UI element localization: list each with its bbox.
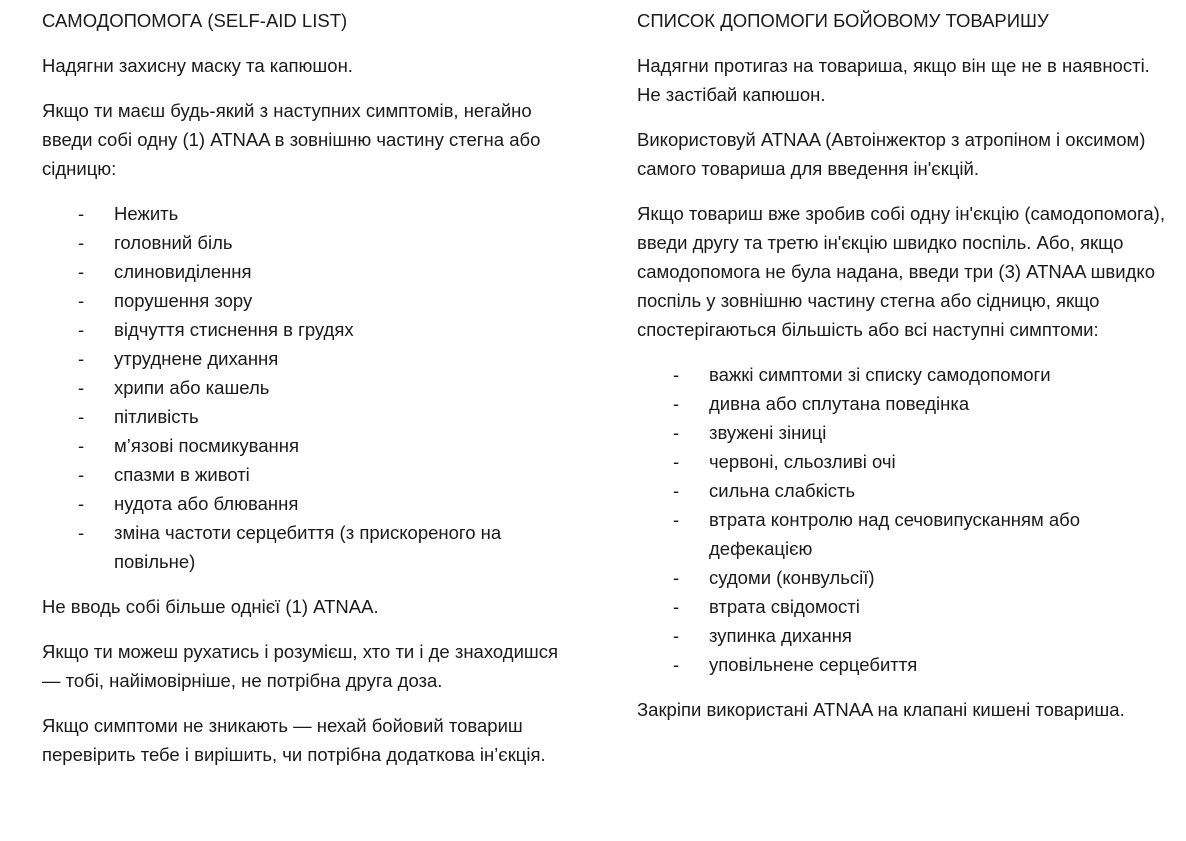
buddy-aid-paragraph-secure: Закріпи використані ATNAA на клапані кишені товариша.	[637, 699, 1125, 720]
self-aid-symptom-list	[42, 199, 577, 576]
list-marker: -	[78, 493, 85, 514]
list-marker: -	[78, 406, 85, 427]
list-marker: -	[78, 435, 85, 456]
list-item: - слиновиділення	[42, 257, 577, 286]
list-marker: -	[78, 261, 85, 282]
list-item: - червоні, сльозливі очі	[637, 447, 1167, 476]
list-item: - відчуття стиснення в грудях	[42, 315, 577, 344]
buddy-aid-symptom-list	[637, 360, 1167, 679]
list-marker: -	[673, 480, 680, 501]
list-marker: -	[78, 377, 85, 398]
list-marker: -	[78, 522, 85, 543]
self-aid-paragraph-symptoms-intro: Якщо ти маєш будь-який з наступних симптомів, негайно введи собі одну (1) ATNAA в зовнішню частину стегна або сідницю:	[42, 100, 541, 179]
list-item: - пітливість	[42, 402, 577, 431]
list-marker: -	[78, 203, 85, 224]
buddy-aid-paragraph-atnaa: Використовуй ATNAA (Автоінжектор з атропіном і оксимом) самого товариша для введення ін'єкцій.	[637, 129, 1146, 179]
buddy-aid-paragraph-mask: Надягни протигаз на товариша, якщо він ще не в наявності. Не застібай капюшон.	[637, 55, 1150, 105]
list-marker: -	[673, 451, 680, 472]
list-marker: -	[78, 319, 85, 340]
list-item: - м’язові посмикування	[42, 431, 577, 460]
self-aid-paragraph-second-dose: Якщо ти можеш рухатись і розумієш, хто ти і де знаходишся — тобі, найімовірніше, не потрібна друга доза.	[42, 641, 559, 691]
list-item: - зміна частоти серцебиття (з прискореного на повільне)	[42, 518, 577, 576]
list-marker: -	[78, 290, 85, 311]
list-item: - хрипи або кашель	[42, 373, 577, 402]
list-item: - порушення зору	[42, 286, 577, 315]
list-item: - судоми (конвульсії)	[637, 563, 1167, 592]
list-item: - уповільнене серцебиття	[637, 650, 1167, 679]
list-marker: -	[78, 232, 85, 253]
list-item: - втрата свідомості	[637, 592, 1167, 621]
list-item: - утруднене дихання	[42, 344, 577, 373]
buddy-aid-paragraph-injections: Якщо товариш вже зробив собі одну ін'єкцію (самодопомога), введи другу та третю ін'єкцію швидко поспіль. Або, якщо самодопомога не була надана, введи три (3) ATNAA швидко поспіль у зовнішню частину стегна або сідницю, якщо спостерігаються більшість або всі наступні симптоми:	[637, 203, 1165, 340]
list-item: - Нежить	[42, 199, 577, 228]
list-marker: -	[78, 464, 85, 485]
list-marker: -	[673, 567, 680, 588]
buddy-aid-column	[637, 6, 1167, 740]
list-marker: -	[673, 596, 680, 617]
self-aid-paragraph-buddy-check: Якщо симптоми не зникають — нехай бойовий товариш перевірить тебе і вирішить, чи потрібна додаткова ін’єкція.	[42, 715, 546, 765]
list-item: - зупинка дихання	[637, 621, 1167, 650]
list-item: - сильна слабкість	[637, 476, 1167, 505]
list-item: - головний біль	[42, 228, 577, 257]
list-marker: -	[673, 625, 680, 646]
self-aid-paragraph-mask: Надягни захисну маску та капюшон.	[42, 55, 353, 76]
list-item: - звужені зіниці	[637, 418, 1167, 447]
list-marker: -	[673, 393, 680, 414]
buddy-aid-title: СПИСОК ДОПОМОГИ БОЙОВОМУ ТОВАРИШУ	[637, 10, 1049, 31]
self-aid-title: САМОДОПОМОГА (SELF-AID LIST)	[42, 10, 348, 31]
list-marker: -	[673, 654, 680, 675]
list-marker: -	[673, 364, 680, 385]
list-item: - втрата контролю над сечовипусканням або дефекацією	[637, 505, 1167, 563]
list-item: - важкі симптоми зі списку самодопомоги	[637, 360, 1167, 389]
list-marker: -	[673, 509, 680, 530]
list-item: - спазми в животі	[42, 460, 577, 489]
list-item: - нудота або блювання	[42, 489, 577, 518]
list-marker: -	[673, 422, 680, 443]
self-aid-column	[42, 6, 577, 785]
self-aid-paragraph-limit: Не вводь собі більше однієї (1) ATNAA.	[42, 596, 379, 617]
list-marker: -	[78, 348, 85, 369]
list-item: - дивна або сплутана поведінка	[637, 389, 1167, 418]
